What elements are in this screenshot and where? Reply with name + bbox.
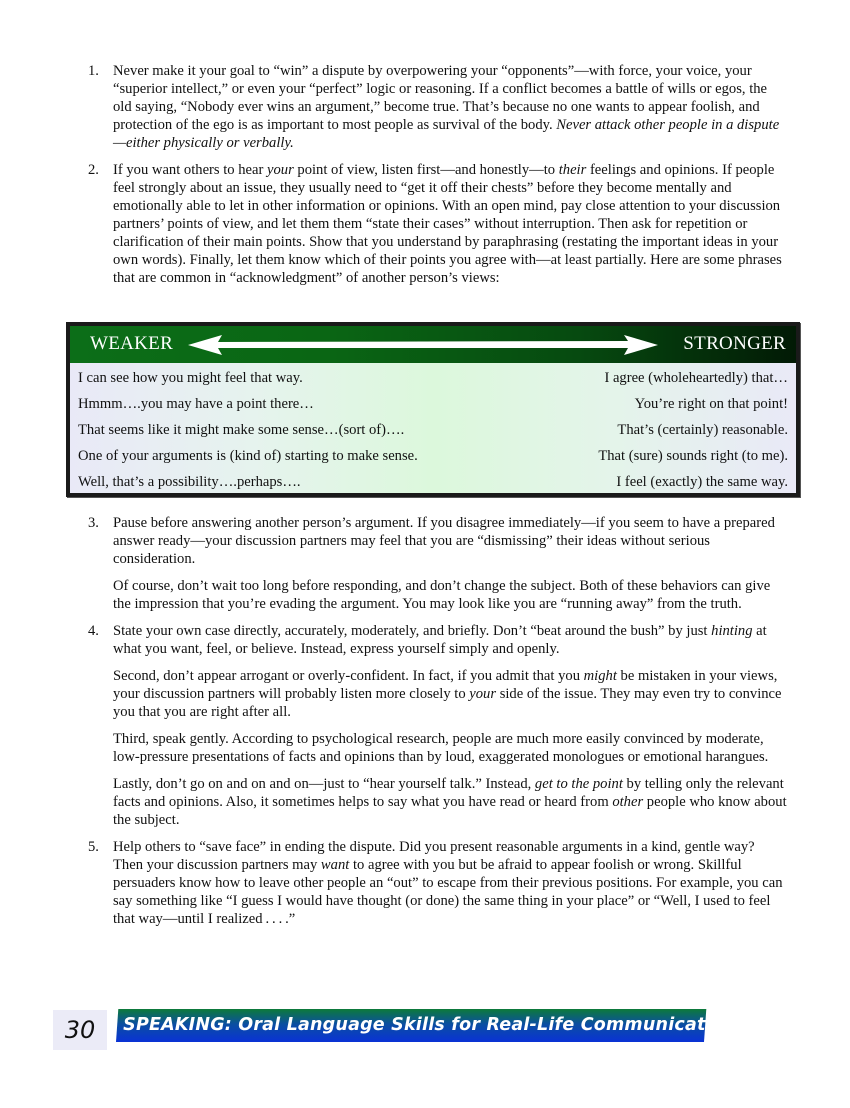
stronger-phrase: That (sure) sounds right (to me). — [598, 448, 788, 464]
strength-scale-header — [70, 326, 796, 363]
phrase-row — [70, 365, 796, 391]
item-paragraph — [113, 514, 788, 568]
body-text: to agree with you but be afraid to appear foolish or wrong. Skillful persuaders know how to leave other people an “out” to escape from their previous positions. For example, you can say something like “I guess I would have thought (or done) the same thing in your place” or “Well, I used to feel that way—until I realized . . . .” — [113, 857, 783, 927]
body-text: by telling only the relevant facts and opinions. Also, it sometimes helps to say what you have read or heard from — [113, 776, 784, 810]
item-number: 3. — [88, 515, 99, 531]
guideline-item-1 — [88, 62, 788, 152]
weaker-phrase: One of your arguments is (kind of) starting to make sense. — [78, 448, 418, 464]
item-paragraph — [113, 838, 788, 928]
body-text: Pause before answering another person’s argument. If you disagree immediately—if you seem to have a prepared answer ready—your discussion partners may feel that you are “dismissing” their ideas without serious consideration. — [113, 515, 775, 567]
body-text: Lastly, don’t go on and on and on—just to “hear yourself talk.” Instead, — [113, 776, 535, 792]
item-number: 1. — [88, 63, 99, 79]
stronger-phrase: I feel (exactly) the same way. — [616, 474, 788, 490]
stronger-label: STRONGER — [683, 333, 786, 354]
phrase-row — [70, 391, 796, 417]
double-headed-arrow-icon — [188, 335, 658, 355]
emphasized-text: hinting — [711, 623, 753, 639]
item-number: 2. — [88, 162, 99, 178]
item-paragraph — [113, 622, 788, 658]
item-paragraph — [113, 775, 788, 829]
guideline-list-part-1 — [88, 62, 788, 296]
stronger-phrase: I agree (wholeheartedly) that… — [604, 370, 788, 386]
body-text: people who know about the subject. — [113, 794, 787, 828]
emphasized-text: their — [558, 162, 587, 178]
body-text: Second, don’t appear arrogant or overly-confident. In fact, if you admit that you — [113, 668, 584, 684]
body-text: point of view, listen first—and honestly—to — [293, 162, 559, 178]
weaker-phrase: I can see how you might feel that way. — [78, 370, 303, 386]
item-paragraph — [113, 730, 788, 766]
item-paragraph — [113, 667, 788, 721]
item-paragraph — [113, 62, 788, 152]
body-text: feelings and opinions. If people feel strongly about an issue, they usually need to “get it off their chests” before they become mentally and emotionally able to let in other information or opinions. With an open mind, pay close attention to your discussion partners’ points of view, and let them them “state their cases” without interruption. Then ask for repetition or clarification of their main points. Show that you understand by paraphrasing (restating the important ideas in your own words). Finally, let them know which of their points you agree with—at least partially. Here are some phrases that are common in “acknowledgment” of another person’s views: — [113, 162, 782, 286]
emphasized-text: Never attack other people in a dispute—either physically or verbally. — [113, 117, 780, 151]
emphasized-text: want — [320, 857, 350, 873]
body-text: be mistaken in your views, your discussion partners will probably listen more closely to — [113, 668, 778, 702]
body-text: Help others to “save face” in ending the dispute. Did you present reasonable arguments in a kind, gentle way? Then your discussion partners may — [113, 839, 755, 873]
body-text: Of course, don’t wait too long before responding, and don’t change the subject. Both of these behaviors can give the impression that you’re evading the argument. You may look like you are “running away” from the truth. — [113, 578, 771, 612]
phrase-row — [70, 417, 796, 443]
weaker-phrase: That seems like it might make some sense…(sort of)…. — [78, 422, 405, 438]
guideline-item-2 — [88, 161, 788, 287]
stronger-phrase: You’re right on that point! — [634, 396, 788, 412]
guideline-item-5 — [88, 838, 788, 928]
phrase-table — [70, 363, 796, 493]
emphasized-text: your — [267, 162, 294, 178]
body-text: If you want others to hear — [113, 162, 267, 178]
item-paragraph — [113, 161, 788, 287]
emphasized-text: your — [469, 686, 497, 702]
phrase-row — [70, 469, 796, 495]
guideline-item-3 — [88, 514, 788, 613]
weaker-label: WEAKER — [90, 333, 174, 354]
item-number: 4. — [88, 623, 99, 639]
weaker-phrase: Well, that’s a possibility….perhaps…. — [78, 474, 301, 490]
page-number: 30 — [53, 1010, 107, 1050]
emphasized-text: get to the point — [534, 776, 623, 792]
guideline-item-4 — [88, 622, 788, 829]
acknowledgment-phrases-box — [66, 322, 800, 497]
body-text: Third, speak gently. According to psychological research, people are much more easily convinced by moderate, low-pressure presentations of facts and opinions than by loud, exaggerated monologues or emotional harangues. — [113, 731, 769, 765]
emphasized-text: other — [612, 794, 644, 810]
emphasized-text: might — [583, 668, 617, 684]
weaker-phrase: Hmmm….you may have a point there… — [78, 396, 314, 412]
body-text: Never make it your goal to “win” a dispute by overpowering your “opponents”—with force, your voice, your “superior intellect,” or even your “perfect” logic or reasoning. If a conflict becomes a battle of wills or egos, the old saying, “Nobody ever wins an argument,” become true. That’s because no one wants to appear foolish, and protection of the ego is as important to most people as survival of the body. — [113, 63, 768, 133]
stronger-phrase: That’s (certainly) reasonable. — [617, 422, 788, 438]
guideline-list-part-2 — [88, 514, 788, 937]
book-title: SPEAKING: Oral Language Skills for Real-Life Communication — [123, 1015, 737, 1035]
body-text: State your own case directly, accurately, moderately, and briefly. Don’t “beat around the bush” by just — [113, 623, 712, 639]
body-text: at what you want, feel, or believe. Instead, express yourself simply and openly. — [113, 623, 767, 657]
item-number: 5. — [88, 839, 99, 855]
body-text: side of the issue. They may even try to convince you that you are right after all. — [113, 686, 782, 720]
phrase-row — [70, 443, 796, 469]
item-paragraph — [113, 577, 788, 613]
book-title-banner — [116, 1009, 737, 1042]
